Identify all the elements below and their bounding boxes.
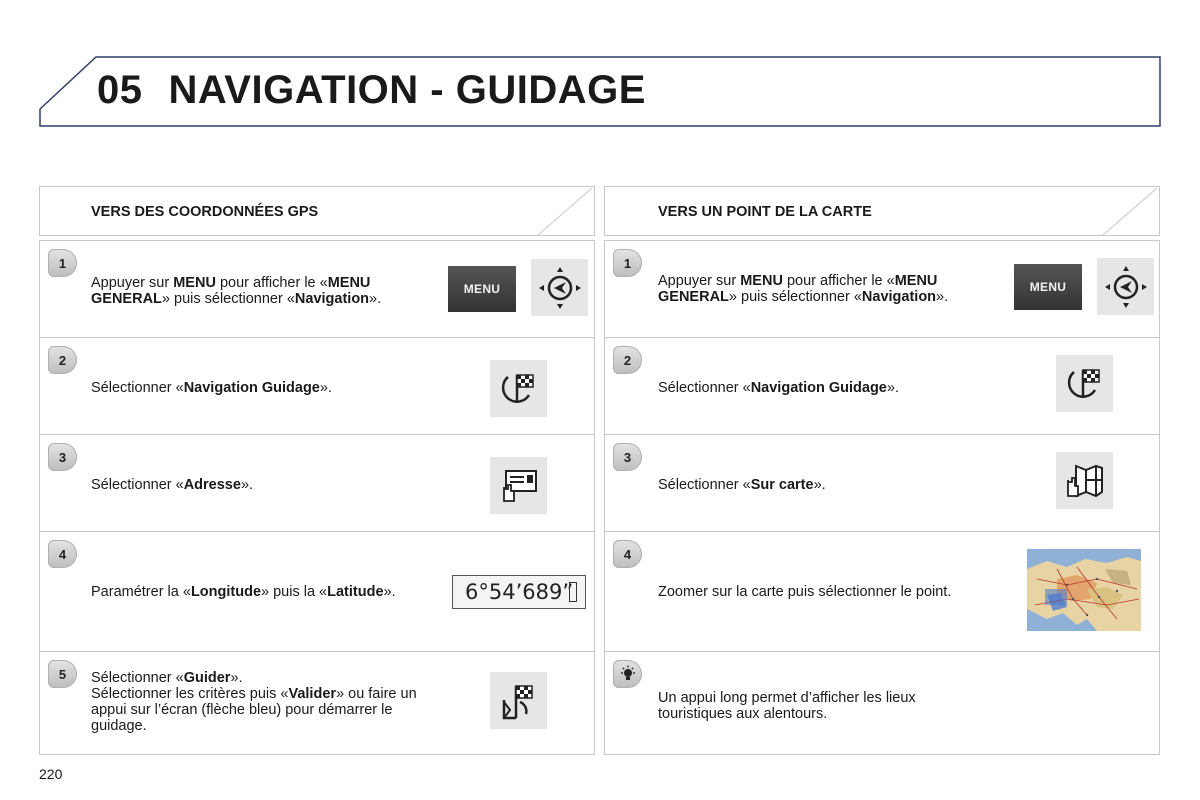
keyword: Navigation [861, 289, 937, 305]
keyword: MENU [173, 275, 216, 291]
text: pour afficher le « [215, 275, 328, 291]
text: ». [230, 670, 243, 686]
text: » puis la « [261, 584, 328, 600]
text: Appuyer sur [91, 275, 174, 291]
step-badge: 4 [613, 540, 642, 568]
text: pour afficher le « [782, 273, 895, 289]
step-instruction [91, 275, 431, 307]
step-badge: 2 [48, 346, 77, 374]
text: Sélectionner « [658, 477, 751, 493]
step-3 [605, 435, 1159, 532]
step-instruction [91, 477, 253, 493]
chapter-title: NAVIGATION - GUIDAGE [168, 68, 646, 112]
text: Sélectionner « [91, 477, 184, 493]
text: ». [813, 477, 826, 493]
keyword: Navigation Guidage [183, 380, 320, 396]
guide-flag-icon [496, 678, 542, 724]
step-4 [40, 532, 594, 652]
keyword: Latitude [327, 584, 384, 600]
guider-button[interactable] [490, 672, 547, 729]
navigation-guidage-button[interactable] [1056, 355, 1113, 412]
address-button[interactable] [490, 457, 547, 514]
text: Sélectionner « [91, 380, 184, 396]
keyword: Sur carte [750, 477, 814, 493]
step-4 [605, 532, 1159, 652]
keyword: Navigation [294, 291, 370, 307]
text: » ou faire un appui sur l’écran (flèche bleu) pour démarrer le guidage. [91, 686, 417, 734]
text: Sélectionner les critères puis « [91, 686, 289, 702]
step-2 [605, 338, 1159, 435]
text: ». [369, 291, 382, 307]
menu-button[interactable]: MENU [1014, 264, 1082, 310]
step-badge: 1 [613, 249, 642, 277]
step-badge: 3 [613, 443, 642, 471]
text: » puis sélectionner « [728, 289, 862, 305]
text: Sélectionner « [91, 670, 184, 686]
section-header [39, 186, 595, 236]
steps-list [604, 240, 1160, 755]
keyword: MENU [740, 273, 783, 289]
address-card-icon [496, 463, 542, 509]
keyword: Navigation Guidage [750, 380, 887, 396]
coordinate-value: 6°54’689” [465, 580, 574, 604]
step-badge: 2 [613, 346, 642, 374]
gps-coordinates-section [39, 186, 595, 755]
lightbulb-icon [619, 665, 637, 683]
map-point-section [604, 186, 1160, 755]
step-1 [605, 241, 1159, 338]
step-5 [40, 652, 594, 754]
europe-map-image [1027, 549, 1141, 631]
header-corner-decoration [534, 187, 594, 237]
sur-carte-button[interactable] [1056, 452, 1113, 509]
step-2 [40, 338, 594, 435]
checkered-flag-icon [497, 367, 541, 411]
instruction-line [91, 670, 441, 686]
tip-badge [613, 660, 642, 688]
step-instruction [91, 584, 396, 600]
step-instruction [658, 273, 998, 305]
step-1 [40, 241, 594, 338]
navigation-compass-icon [535, 263, 585, 313]
menu-button[interactable]: MENU [448, 266, 516, 312]
section-header [604, 186, 1160, 236]
text: ». [936, 289, 949, 305]
keyword: Guider [183, 670, 231, 686]
text: ». [319, 380, 332, 396]
step-badge: 4 [48, 540, 77, 568]
navigation-button[interactable] [1097, 258, 1154, 315]
step-badge: 5 [48, 660, 77, 688]
keyword: MENU GENERAL [658, 273, 938, 305]
chapter-title-bar [0, 0, 1200, 140]
text: Sélectionner « [658, 380, 751, 396]
chapter-number: 05 [97, 68, 143, 112]
step-3 [40, 435, 594, 532]
navigation-compass-icon [1101, 262, 1151, 312]
map-thumbnail[interactable] [1027, 549, 1141, 631]
text: Appuyer sur [658, 273, 741, 289]
text-cursor [569, 582, 577, 602]
coordinate-display[interactable] [452, 575, 586, 609]
keyword: MENU GENERAL [91, 275, 371, 307]
header-corner-decoration [1099, 187, 1159, 237]
step-instruction [658, 380, 899, 396]
step-instruction [658, 477, 826, 493]
map-hand-icon [1062, 458, 1108, 504]
step-instruction [91, 380, 332, 396]
section-title: VERS UN POINT DE LA CARTE [658, 204, 872, 220]
instruction-line [91, 686, 441, 734]
navigation-button[interactable] [531, 259, 588, 316]
keyword: Longitude [190, 584, 262, 600]
navigation-guidage-button[interactable] [490, 360, 547, 417]
page-title [97, 68, 646, 113]
step-badge: 1 [48, 249, 77, 277]
tip-row [605, 652, 1159, 754]
text: ». [886, 380, 899, 396]
section-title: VERS DES COORDONNÉES GPS [91, 204, 319, 220]
steps-list [39, 240, 595, 755]
checkered-flag-icon [1063, 362, 1107, 406]
text: » puis sélectionner « [161, 291, 295, 307]
keyword: Valider [288, 686, 337, 702]
tip-text: Un appui long permet d’afficher les lieux touristiques aux alentours. [658, 690, 916, 722]
text: Paramétrer la « [91, 584, 191, 600]
text: ». [383, 584, 396, 600]
step-badge: 3 [48, 443, 77, 471]
page-number: 220 [39, 766, 63, 782]
keyword: Adresse [183, 477, 241, 493]
step-instruction: Zoomer sur la carte puis sélectionner le point. [658, 584, 952, 600]
text: ». [240, 477, 254, 493]
step-instruction [91, 670, 441, 734]
